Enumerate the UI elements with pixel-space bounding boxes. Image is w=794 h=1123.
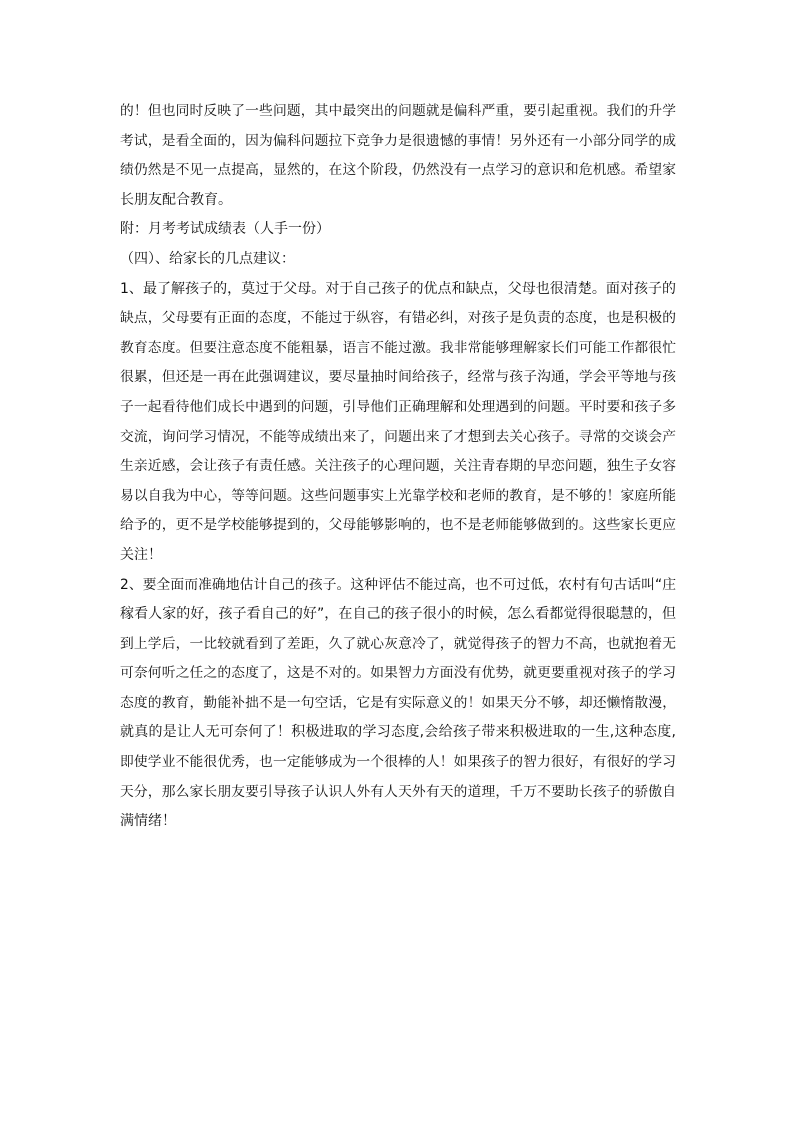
text-line: 子一起看待他们成长中遇到的问题，引导他们正确理解和处理遇到的问题。平时要和孩子多 (120, 398, 676, 415)
text-line: 教育态度。但要注意态度不能粗暴，语言不能过激。我非常能够理解家长们可能工作都很忙 (120, 339, 676, 356)
text-line: 就真的是让人无可奈何了！积极进取的学习态度,会给孩子带来积极进取的一生,这种态度, (120, 724, 676, 741)
text-line: 考试，是看全面的，因为偏科问题拉下竞争力是很遗憾的事情！另外还有一小部分同学的成 (120, 132, 676, 149)
text-line: 给予的，更不是学校能够提到的，父母能够影响的，也不是老师能够做到的。这些家长更应 (120, 517, 676, 534)
document-body (120, 97, 676, 837)
text-line: 满情绪！ (120, 813, 176, 830)
text-line: 生亲近感，会让孩子有责任感。关注孩子的心理问题，关注青春期的早恋问题，独生子女容 (120, 458, 676, 475)
text-line: 很累，但还是一再在此强调建议，要尽量抽时间给孩子，经常与孩子沟通，学会平等地与孩 (120, 369, 676, 386)
text-line: 关注！ (120, 546, 162, 563)
text-line: 可奈何听之任之的态度了，这是不对的。如果智力方面没有优势，就更要重视对孩子的学习 (120, 665, 676, 682)
text-line: 长朋友配合教育。 (120, 191, 232, 208)
text-line: 天分，那么家长朋友要引导孩子认识人外有人天外有天的道理，千万不要助长孩子的骄傲自 (120, 783, 676, 800)
text-line: 附：月考考试成绩表（人手一份） (120, 221, 330, 238)
text-line: 即使学业不能很优秀，也一定能够成为一个很棒的人！如果孩子的智力很好，有很好的学习 (120, 754, 676, 771)
text-line: 态度的教育，勤能补拙不是一句空话，它是有实际意义的！如果天分不够，却还懒惰散漫， (120, 694, 676, 711)
text-line: 到上学后，一比较就看到了差距，久了就心灰意冷了，就觉得孩子的智力不高，也就抱着无 (120, 635, 676, 652)
text-line: 1、最了解孩子的，莫过于父母。对于自己孩子的优点和缺点，父母也很清楚。面对孩子的 (120, 280, 676, 297)
text-line: 稼看人家的好，孩子看自己的好”，在自己的孩子很小的时候，怎么看都觉得很聪慧的，但 (120, 606, 676, 623)
text-line: 易以自我为中心，等等问题。这些问题事实上光靠学校和老师的教育，是不够的！家庭所能 (120, 487, 676, 504)
text-line: （四）、给家长的几点建议： (120, 250, 295, 267)
text-line: 缺点，父母要有正面的态度，不能过于纵容，有错必纠，对孩子是负责的态度，也是积极的 (120, 310, 676, 327)
text-line: 的！但也同时反映了一些问题，其中最突出的问题就是偏科严重，要引起重视。我们的升学 (120, 103, 676, 119)
text-line: 绩仍然是不见一点提高，显然的，在这个阶段，仍然没有一点学习的意识和危机感。希望家 (120, 162, 676, 179)
text-line: 2、要全面而准确地估计自己的孩子。这种评估不能过高，也不可过低，农村有句古话叫“庄 (120, 576, 676, 593)
text-line: 交流，询问学习情况，不能等成绩出来了，问题出来了才想到去关心孩子。寻常的交谈会产 (120, 428, 676, 445)
